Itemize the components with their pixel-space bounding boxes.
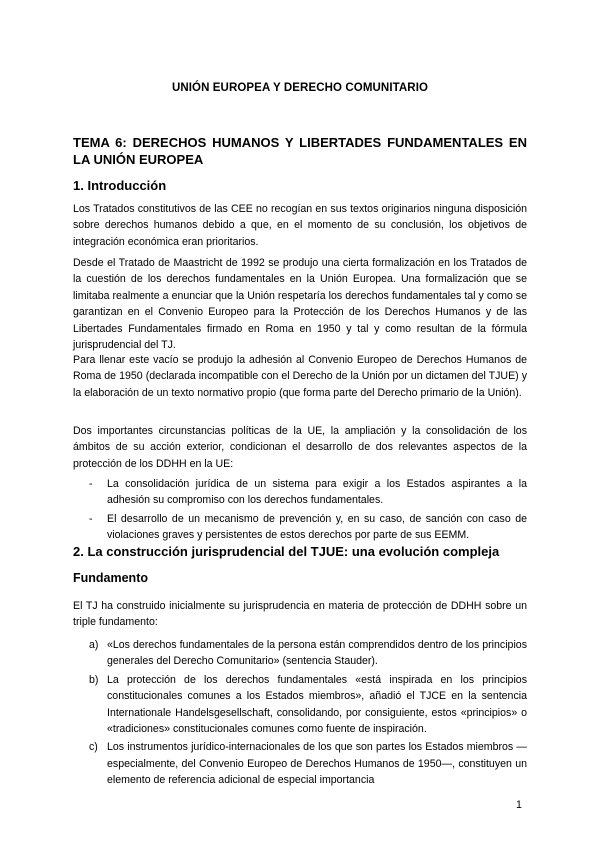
bullet-marker: - — [89, 512, 93, 525]
paragraph-intro-4: Dos importantes circunstancias políticas de la UE, la ampliación y la consolidación de los ámbitos de su acción exterior, condicionan el desarrollo de dos relevantes aspectos de la protección de los DDHH en la UE: — [73, 425, 527, 470]
list-item-text: La consolidación jurídica de un sistema para exigir a los Estados aspirantes a la adhesión su compromiso con los derechos fundamentales. — [107, 478, 527, 507]
lettered-list — [73, 637, 527, 791]
list-item — [73, 511, 527, 544]
subheading-fundamento: Fundamento — [73, 571, 148, 585]
list-item-text: Los instrumentos jurídico-internacionales de los que son partes los Estados miembros —especialmente, del Convenio Europeo de Derechos Humanos de 1950—, constituyen un elemento de referencia adicional de especial importancia — [107, 741, 527, 787]
page-number: 1 — [516, 799, 522, 811]
list-item-text: La protección de los derechos fundamentales «está inspirada en los principios constitucionales comunes a los Estados miembros», añadió el TJCE en la sentencia Internationale Handelsgesellschaft, consolidando, por consiguiente, estos «principios» o «tradiciones» constitucionales comunes como fuente de inspiración. — [107, 673, 527, 736]
item-marker: c) — [89, 741, 98, 754]
document-header-title: UNIÓN EUROPEA Y DERECHO COMUNITARIO — [171, 82, 429, 94]
list-item-text: El desarrollo de un mecanismo de prevención y, en su caso, de sanción con caso de violaciones graves y persistentes de estos derechos por parte de sus EEMM. — [107, 512, 527, 542]
tema-title: TEMA 6: DERECHOS HUMANOS Y LIBERTADES FUNDAMENTALES EN LA UNIÓN EUROPEA — [73, 135, 527, 167]
list-item — [73, 672, 527, 738]
item-marker: b) — [89, 673, 99, 686]
list-item — [73, 739, 527, 788]
list-item — [73, 476, 527, 509]
section-2-heading: 2. La construcción jurisprudencial del TJUE: una evolución compleja — [73, 544, 500, 559]
list-item-text: «Los derechos fundamentales de la persona están comprendidos dentro de los principios generales del Derecho Comunitario» (sentencia Stauder). — [107, 639, 527, 668]
section-1-heading: 1. Introducción — [73, 178, 167, 193]
bullet-list — [73, 476, 527, 546]
paragraph-intro-1: Los Tratados constitutivos de las CEE no recogían en sus textos originarios ninguna disposición sobre derechos humanos debido a que, en el momento de su conclusión, los objetivos de integración económica eran prioritarios. — [73, 203, 527, 248]
bullet-marker: - — [89, 478, 93, 490]
paragraph-intro-2: Desde el Tratado de Maastricht de 1992 se produjo una cierta formalización en los Tratados de la cuestión de los derechos fundamentales en la Unión Europea. Una formalización que se limitaba realmente a enunciar que la Unión respetaría los derechos fundamentales tal y como se garantizan en el Convenio Europeo para la Protección de los Derechos Humanos y de las Libertades Fundamentales firmado en Roma en 1950 y tal y como resultan de la fórmula jurisprudencial del TJ. — [73, 257, 527, 352]
list-item — [73, 637, 527, 670]
item-marker: a) — [89, 639, 99, 651]
paragraph-fundamento-intro: El TJ ha construido inicialmente su jurisprudencia en materia de protección de DDHH sobre un triple fundamento: — [73, 600, 527, 629]
paragraph-intro-3: Para llenar este vacío se produjo la adhesión al Convenio Europeo de Derechos Humanos de Roma de 1950 (declarada incompatible con el Derecho de la Unión por un dictamen del TJUE) y la elaboración de un texto normativo propio (que forma parte del Derecho primario de la Unión). — [73, 354, 527, 399]
